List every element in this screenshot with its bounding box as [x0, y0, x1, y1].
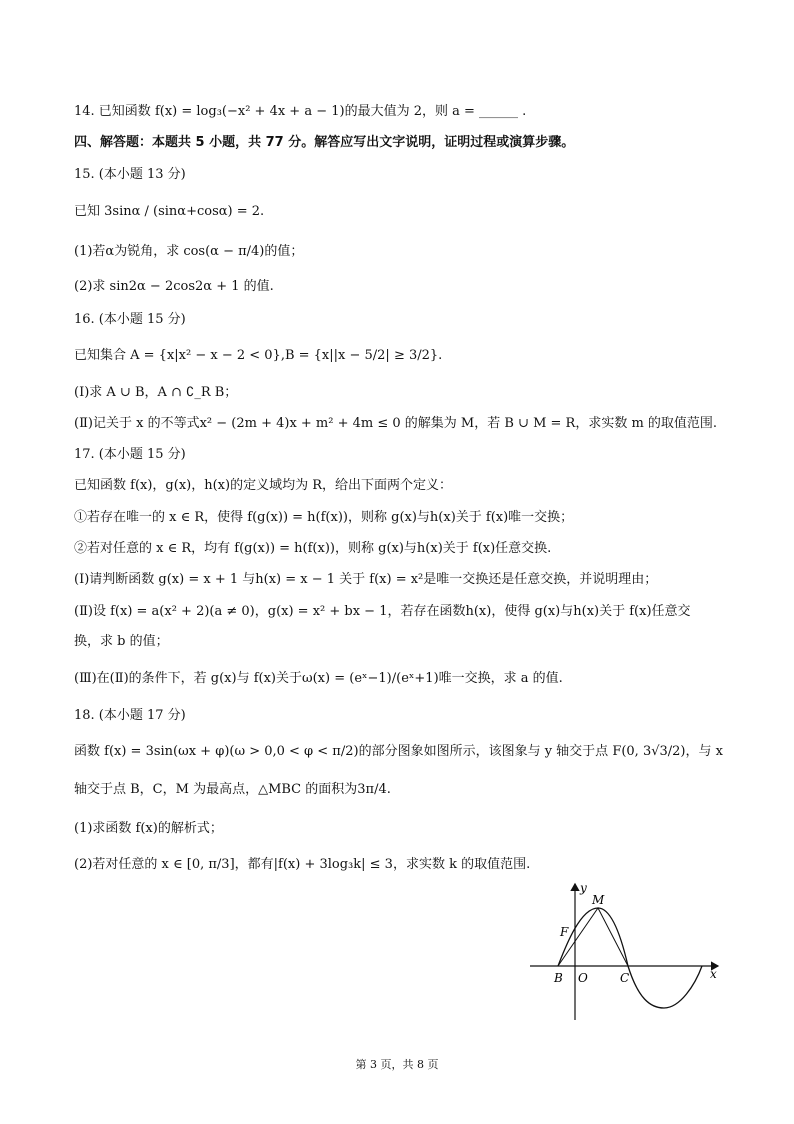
q15-title: 15. (本小题 13 分) — [74, 167, 186, 182]
triangle-mbc — [558, 908, 628, 966]
q18-part1: (1)求函数 f(x)的解析式； — [74, 821, 223, 836]
label-m: M — [592, 893, 605, 907]
q17-def1: ①若存在唯一的 x ∈ R，使得 f(g(x)) = h(f(x))，则称 g(x)与h(x)关于 f(x)唯一交换； — [74, 510, 574, 525]
sine-curve — [558, 908, 702, 1008]
q17-part3: (Ⅲ)在(Ⅱ)的条件下，若 g(x)与 f(x)关于ω(x) = (eˣ−1)/(eˣ+1)唯一交换，求 a 的值. — [74, 671, 563, 686]
q17-part2-cont: 换，求 b 的值； — [74, 634, 169, 649]
q18-given: 函数 f(x) = 3sin(ωx + φ)(ω > 0,0 < φ < π/2)的部分图象如图所示，该图象与 y 轴交于点 F(0, 3√3/2)，与 x — [74, 744, 723, 759]
q17-title: 17. (本小题 15 分) — [74, 447, 186, 462]
sine-graph — [530, 880, 730, 1030]
section-header: 四、解答题：本题共 5 小题，共 77 分。解答应写出文字说明，证明过程或演算步骤。 — [74, 135, 575, 150]
q15-part2: (2)求 sin2α − 2cos2α + 1 的值. — [74, 279, 274, 294]
q15-part1: (1)若α为锐角，求 cos(α − π/4)的值； — [74, 244, 304, 259]
label-y: y — [580, 881, 587, 895]
label-o: O — [578, 971, 588, 985]
q17-given: 已知函数 f(x)，g(x)，h(x)的定义域均为 R，给出下面两个定义： — [74, 478, 452, 493]
q18-given-cont: 轴交于点 B，C，M 为最高点，△MBC 的面积为3π/4. — [74, 782, 391, 797]
q17-def2: ②若对任意的 x ∈ R，均有 f(g(x)) = h(f(x))，则称 g(x)与h(x)关于 f(x)任意交换. — [74, 541, 552, 556]
q14: 14. 已知函数 f(x) = log₃(−x² + 4x + a − 1)的最大值为 2，则 a = ______ . — [74, 104, 527, 119]
label-c: C — [620, 971, 630, 985]
q15-given: 已知 3sinα / (sinα+cosα) = 2. — [74, 204, 265, 219]
q17-part1: (Ⅰ)请判断函数 g(x) = x + 1 与h(x) = x − 1 关于 f(x) = x²是唯一交换还是任意交换，并说明理由； — [74, 572, 658, 587]
label-x: x — [710, 967, 717, 981]
q16-given: 已知集合 A = {x|x² − x − 2 < 0},B = {x||x − 5/2| ≥ 3/2}. — [74, 348, 443, 363]
q16-part1: (Ⅰ)求 A ∪ B，A ∩ ∁_R B； — [74, 385, 238, 400]
label-f: F — [560, 925, 569, 939]
q18-title: 18. (本小题 17 分) — [74, 708, 186, 723]
q17-part2: (Ⅱ)设 f(x) = a(x² + 2)(a ≠ 0)，g(x) = x² + bx − 1，若存在函数h(x)，使得 g(x)与h(x)关于 f(x)任意交 — [74, 604, 691, 619]
label-b: B — [554, 971, 563, 985]
page-footer: 第 3 页，共 8 页 — [355, 1058, 439, 1071]
q16-title: 16. (本小题 15 分) — [74, 312, 186, 327]
q18-part2: (2)若对任意的 x ∈ [0, π/3]，都有|f(x) + 3log₃k| ≤ 3，求实数 k 的取值范围. — [74, 857, 531, 872]
q16-part2: (Ⅱ)记关于 x 的不等式x² − (2m + 4)x + m² + 4m ≤ 0 的解集为 M，若 B ∪ M = R，求实数 m 的取值范围. — [74, 416, 718, 431]
